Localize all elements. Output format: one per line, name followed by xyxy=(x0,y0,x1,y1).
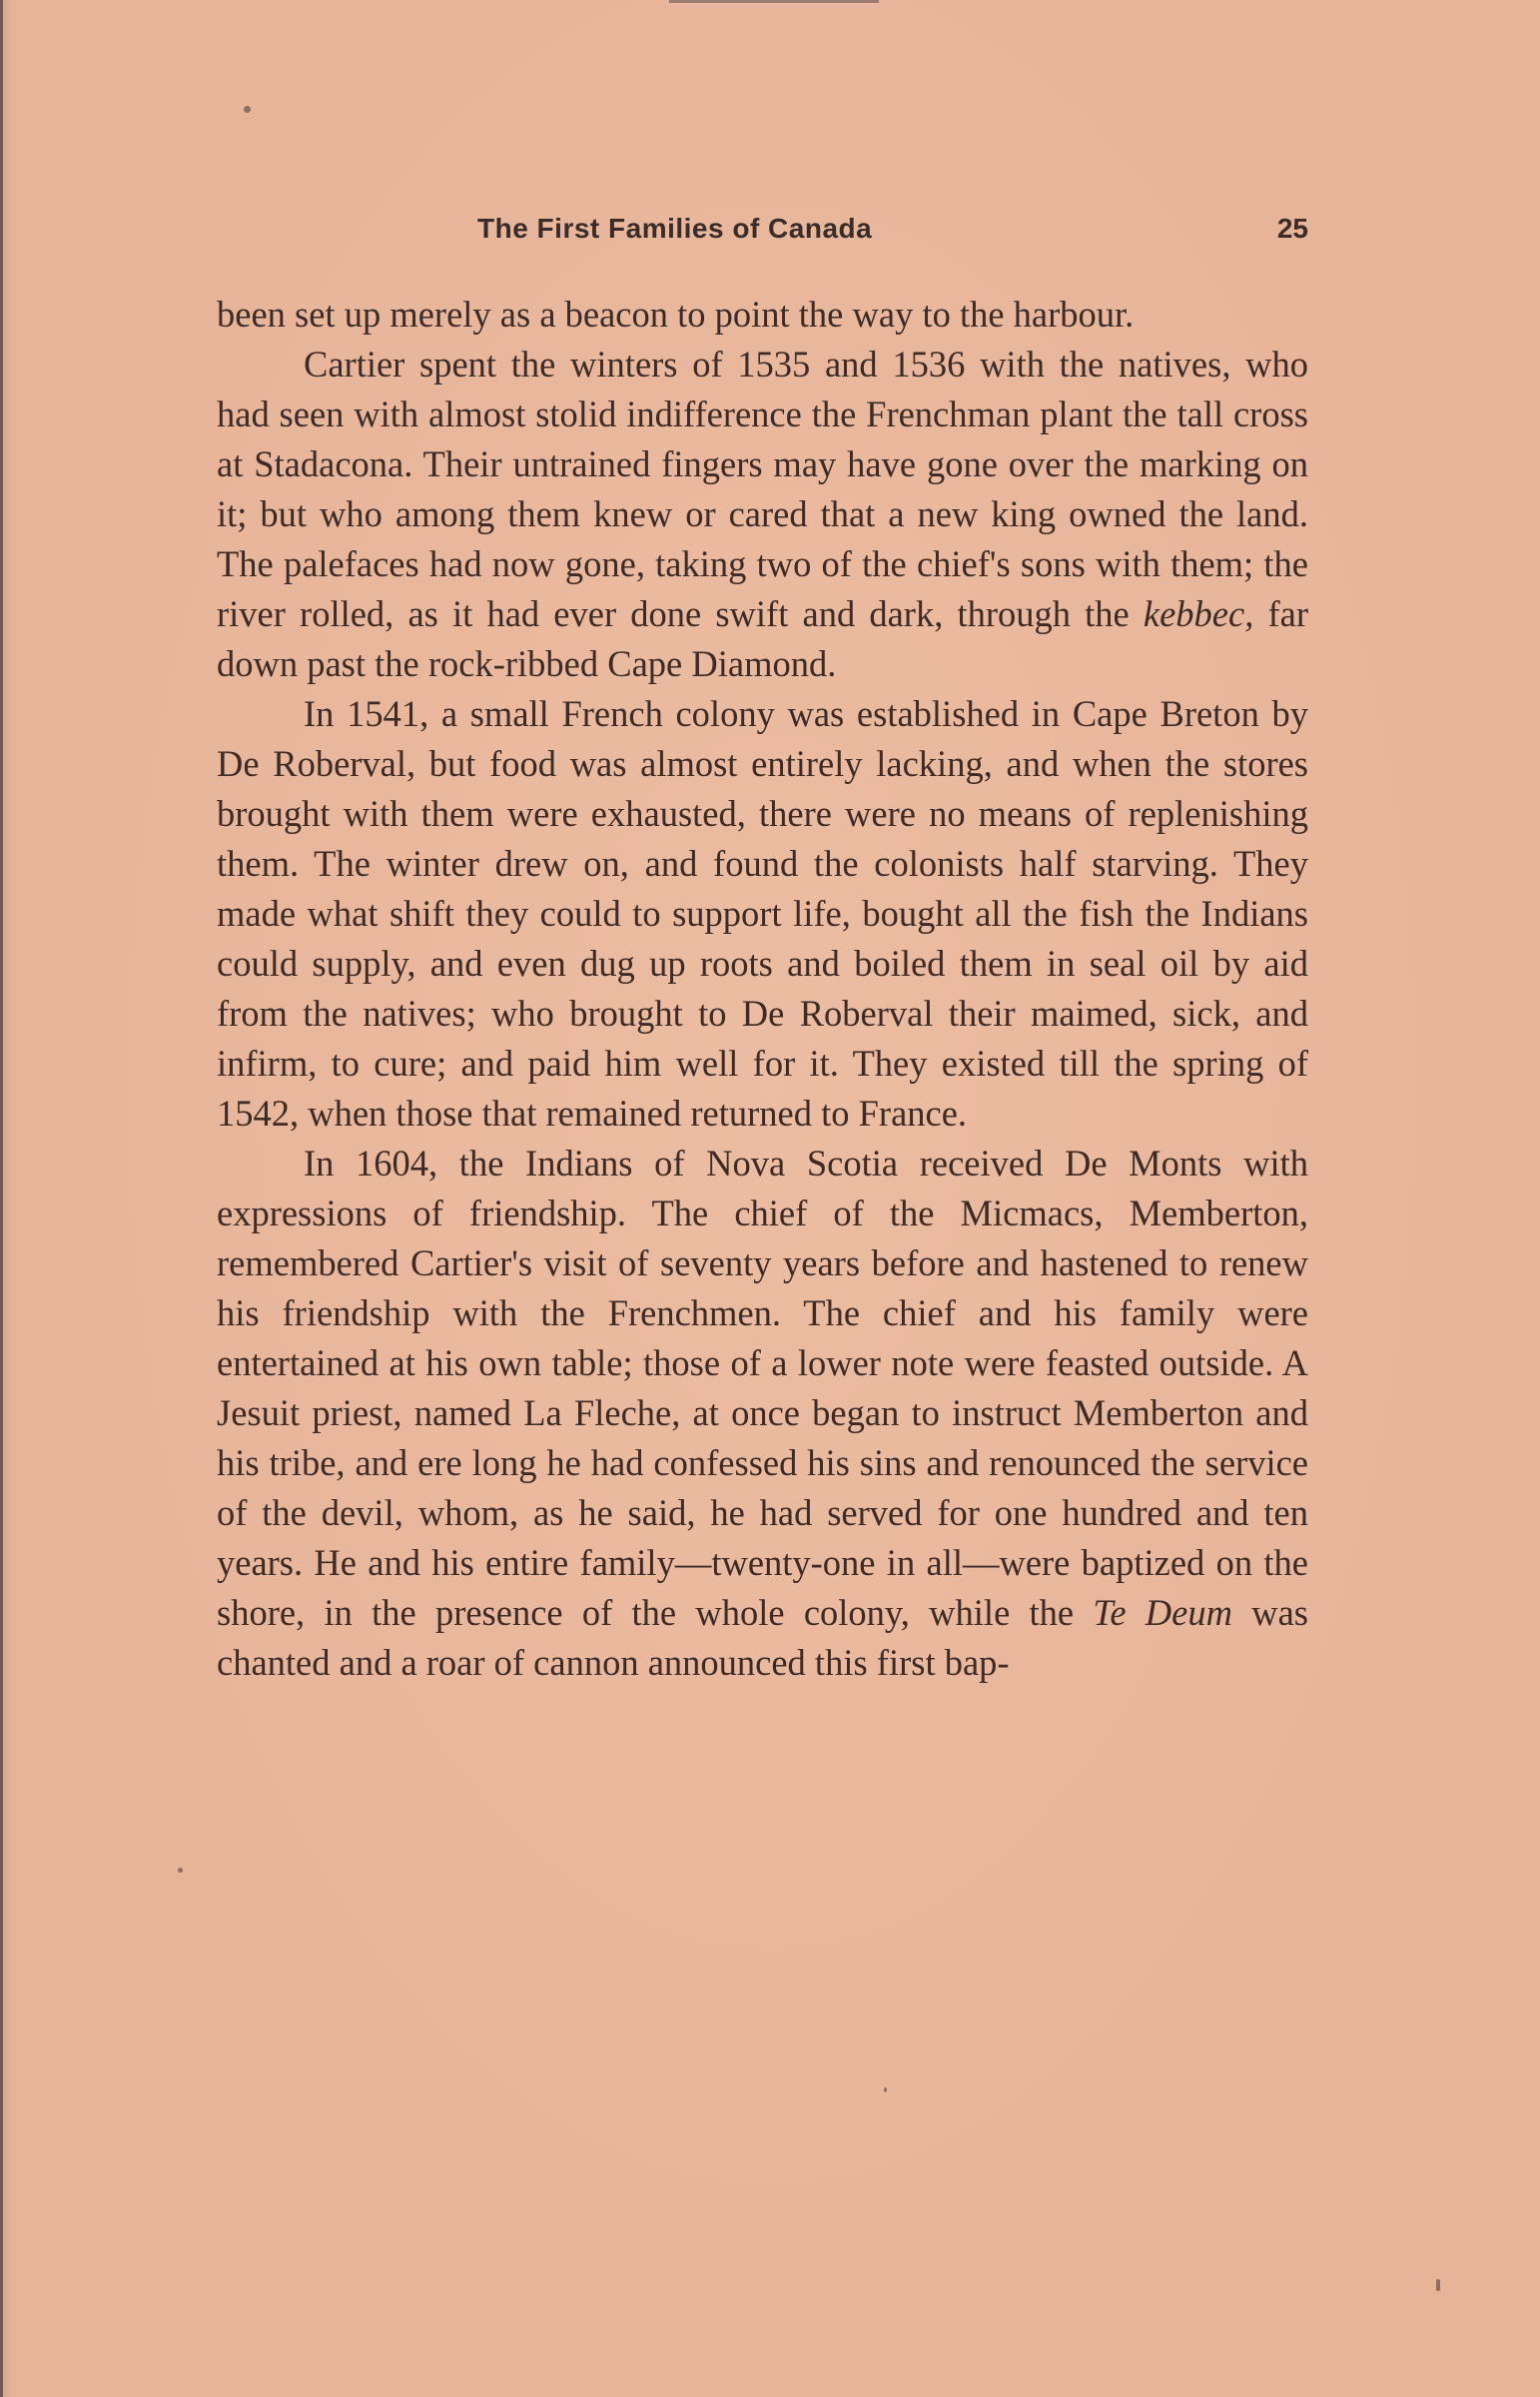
paragraph xyxy=(217,340,1308,689)
paragraph xyxy=(217,689,1308,1139)
text-segment: In 1604, the Indians of Nova Scotia received De Monts with expressions of friendship. The chief of the Micmacs, Memberton, remembered Cartier's visit of seventy years before and hastened to renew his friendship with the Frenchmen. The chief and his family were entertained at his own table; those of a lower note were feasted outside. A Jesuit priest, named La Fleche, at once began to instruct Memberton and his tribe, and ere long he had confessed his sins and renounced the service of the devil, whom, as he said, he had served for one hundred and ten years. He and his entire family—twenty-one in all—were baptized on the shore, in the presence of the whole colony, while the xyxy=(217,1143,1308,1633)
body-text xyxy=(217,290,1308,1688)
text-segment: Cartier spent the winters of 1535 and 1536 with the natives, who had seen with almost stolid indifference the Frenchman plant the tall cross at Stadacona. Their untrained fingers may have gone over the marking on it; but who among them knew or cared that a new king owned the land. The palefaces had now gone, taking two of the chief's sons with them; the river rolled, as it had ever done swift and dark, through the xyxy=(217,344,1308,634)
paper-speck xyxy=(1436,2279,1440,2291)
text-segment: was chanted and a roar of cannon announced this first bap- xyxy=(217,1592,1308,1683)
top-edge-mark xyxy=(669,0,879,3)
text-segment: far down past the rock-ribbed Cape Diamond. xyxy=(217,593,1309,684)
italic-word: kebbec, xyxy=(1143,593,1254,634)
text-segment: been set up merely as a beacon to point the way to the harbour. xyxy=(217,294,1135,335)
paragraph xyxy=(217,1139,1308,1688)
paper-speck xyxy=(244,106,251,113)
page-edge xyxy=(0,0,3,2397)
paper-speck xyxy=(884,2087,887,2092)
paper-speck xyxy=(178,1868,183,1873)
italic-word: Te Deum xyxy=(1093,1592,1232,1633)
running-title: The First Families of Canada xyxy=(477,213,873,244)
page-header xyxy=(210,213,1308,263)
paragraph xyxy=(217,290,1308,340)
page-number: 25 xyxy=(1276,213,1308,244)
text-segment: In 1541, a small French colony was established in Cape Breton by De Roberval, but food was almost entirely lacking, and when the stores brought with them were exhausted, there were no means of replenishing them. The winter drew on, and found the colonists half starving. They made what shift they could to support life, bought all the fish the Indians could supply, and even dug up roots and boiled them in seal oil by aid from the natives; who brought to De Roberval their maimed, sick, and infirm, to cure; and paid him well for it. They existed till the spring of 1542, when those that remained returned to France. xyxy=(217,693,1308,1134)
